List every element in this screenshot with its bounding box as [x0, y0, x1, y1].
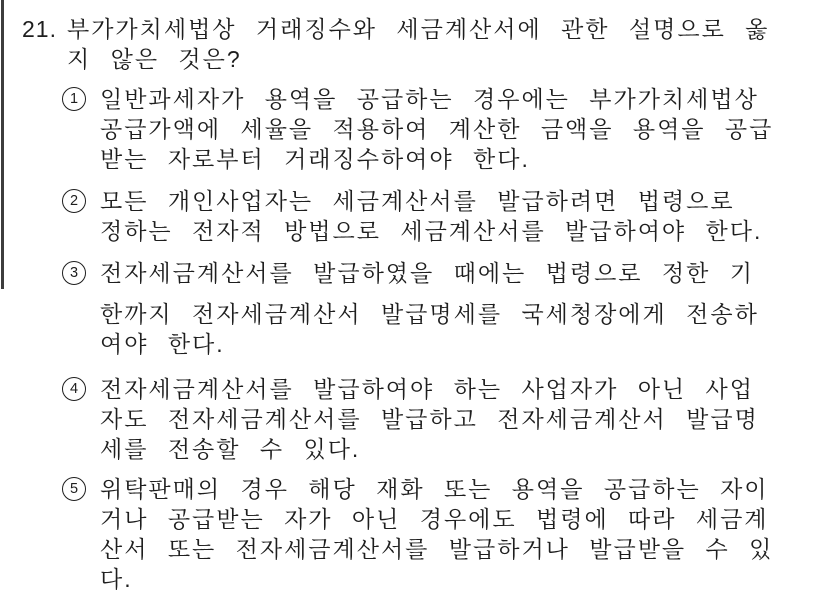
option-3-text — [100, 258, 759, 359]
option-3-line-3: 여야 한다. — [100, 331, 225, 357]
option-1-line-2: 공급가액에 세율을 적용하여 계산한 금액을 용역을 공급 — [100, 116, 774, 142]
option-2-line-2: 정하는 전자적 방법으로 세금계산서를 발급하여야 한다. — [100, 218, 763, 244]
option-4-line-3: 세를 전송할 수 있다. — [100, 436, 361, 462]
options-list — [62, 84, 826, 594]
option-4-line-2: 자도 전자세금계산서를 발급하고 전자세금계산서 발급명 — [100, 406, 759, 432]
option-1-line-3: 받는 자로부터 거래징수하여야 한다. — [100, 146, 530, 172]
option-5-text — [100, 474, 773, 594]
option-2-text — [100, 186, 762, 246]
option-5-line-4: 다. — [100, 566, 133, 592]
option-2-line-1: 모든 개인사업자는 세금계산서를 발급하려면 법령으로 — [100, 188, 735, 214]
option-1-number: 1 — [69, 90, 79, 107]
option-5-line-1: 위탁판매의 경우 해당 재화 또는 용역을 공급하는 자이 — [100, 476, 769, 502]
question-head — [22, 14, 826, 74]
option-5-line-3: 산서 또는 전자세금계산서를 발급하거나 발급받을 수 있 — [100, 536, 774, 562]
option-5-circled-number-icon — [62, 477, 86, 501]
option-3 — [62, 258, 826, 359]
option-1-text — [100, 84, 773, 174]
option-5 — [62, 474, 826, 594]
option-4-line-1: 전자세금계산서를 발급하여야 하는 사업자가 아닌 사업 — [100, 376, 754, 402]
option-3-line-2: 한까지 전자세금계산서 발급명세를 국세청장에게 전송하 — [100, 301, 759, 327]
option-1-line-1: 일반과세자가 용역을 공급하는 경우에는 부가가치세법상 — [100, 86, 759, 112]
option-1-circled-number-icon — [62, 87, 86, 111]
question-block — [22, 14, 826, 594]
question-text-line-1: 부가가치세법상 거래징수와 세금계산서에 관한 설명으로 옳 — [67, 16, 770, 42]
option-2-circled-number-icon — [62, 189, 86, 213]
column-divider-line — [1, 0, 4, 289]
option-2 — [62, 186, 826, 246]
option-4 — [62, 374, 826, 464]
option-3-circled-number-icon — [62, 261, 86, 285]
option-3-line-1: 전자세금계산서를 발급하였을 때에는 법령으로 정한 기 — [100, 260, 754, 286]
question-number: 21. — [22, 16, 57, 42]
question-text-line-2: 지 않은 것은? — [67, 46, 242, 72]
option-4-number: 4 — [69, 380, 79, 397]
question-text — [67, 14, 769, 74]
option-3-number: 3 — [69, 264, 79, 281]
option-2-number: 2 — [69, 192, 79, 209]
option-4-circled-number-icon — [62, 377, 86, 401]
option-4-text — [100, 374, 759, 464]
column-break-gap — [100, 288, 759, 299]
option-5-number: 5 — [69, 480, 79, 497]
option-1 — [62, 84, 826, 174]
option-5-line-2: 거나 공급받는 자가 아닌 경우에도 법령에 따라 세금계 — [100, 506, 769, 532]
